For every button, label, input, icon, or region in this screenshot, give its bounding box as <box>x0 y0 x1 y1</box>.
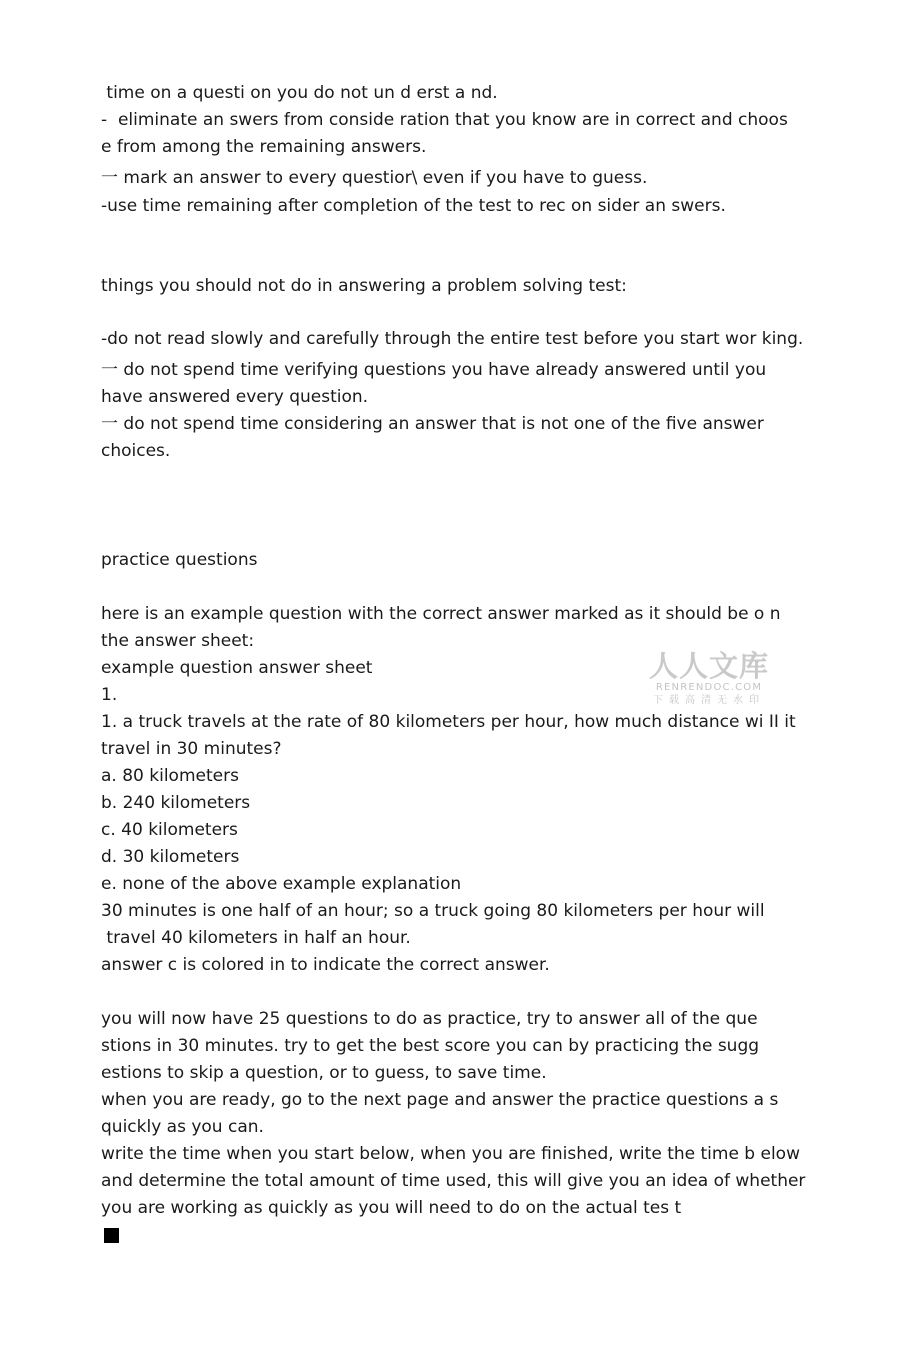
text-line: -use time remaining after completion of the test to rec on sider an swers. <box>101 196 726 216</box>
text-line: 30 minutes is one half of an hour; so a truck going 80 kilometers per hour will <box>101 901 765 921</box>
text-line: example question answer sheet <box>101 658 373 678</box>
text-line: have answered every question. <box>101 387 369 407</box>
text-line: write the time when you start below, when you are finished, write the time b elow <box>101 1144 800 1164</box>
text-line: travel 40 kilometers in half an hour. <box>101 928 411 948</box>
question-line: travel in 30 minutes? <box>101 739 282 759</box>
answer-option: e. none of the above example explanation <box>101 874 462 894</box>
text-line: stions in 30 minutes. try to get the best score you can by practicing the sugg <box>101 1036 760 1056</box>
black-square-bullet-icon <box>104 1228 119 1243</box>
section-heading: things you should not do in answering a problem solving test: <box>101 276 627 296</box>
text-line: quickly as you can. <box>101 1117 264 1137</box>
text-line: - eliminate an swers from conside ration that you know are in correct and choos <box>101 110 788 130</box>
watermark-subtitle: 下载高清无水印 <box>653 695 765 706</box>
answer-option: b. 240 kilometers <box>101 793 251 813</box>
answer-option: c. 40 kilometers <box>101 820 238 840</box>
text-line: time on a questi on you do not un d erst a nd. <box>101 83 498 103</box>
text-line: 一 mark an answer to every questior\ even if you have to guess. <box>101 168 648 188</box>
text-line: -do not read slowly and carefully through the entire test before you start wor king. <box>101 329 804 349</box>
text-line: you are working as quickly as you will need to do on the actual tes t <box>101 1198 682 1218</box>
answer-option: a. 80 kilometers <box>101 766 239 786</box>
text-line: 一 do not spend time considering an answer that is not one of the five answer <box>101 414 764 434</box>
text-line: estions to skip a question, or to guess, to save time. <box>101 1063 547 1083</box>
text-line: 一 do not spend time verifying questions you have already answered until you <box>101 360 767 380</box>
answer-option: d. 30 kilometers <box>101 847 240 867</box>
watermark-url: RENRENDOC.COM <box>655 682 763 693</box>
text-line: 1. <box>101 685 118 705</box>
text-line: the answer sheet: <box>101 631 255 651</box>
question-line: 1. a truck travels at the rate of 80 kilometers per hour, how much distance wi II it <box>101 712 796 732</box>
text-line: when you are ready, go to the next page and answer the practice questions a s <box>101 1090 779 1110</box>
text-line: choices. <box>101 441 171 461</box>
watermark-logo <box>646 650 772 712</box>
text-line: answer c is colored in to indicate the correct answer. <box>101 955 550 975</box>
text-line: e from among the remaining answers. <box>101 137 427 157</box>
watermark-title: 人人文库 <box>648 649 769 683</box>
text-line: and determine the total amount of time used, this will give you an idea of whether <box>101 1171 806 1191</box>
text-line: here is an example question with the correct answer marked as it should be o n <box>101 604 781 624</box>
section-heading: practice questions <box>101 550 258 570</box>
text-line: you will now have 25 questions to do as practice, try to answer all of the que <box>101 1009 758 1029</box>
